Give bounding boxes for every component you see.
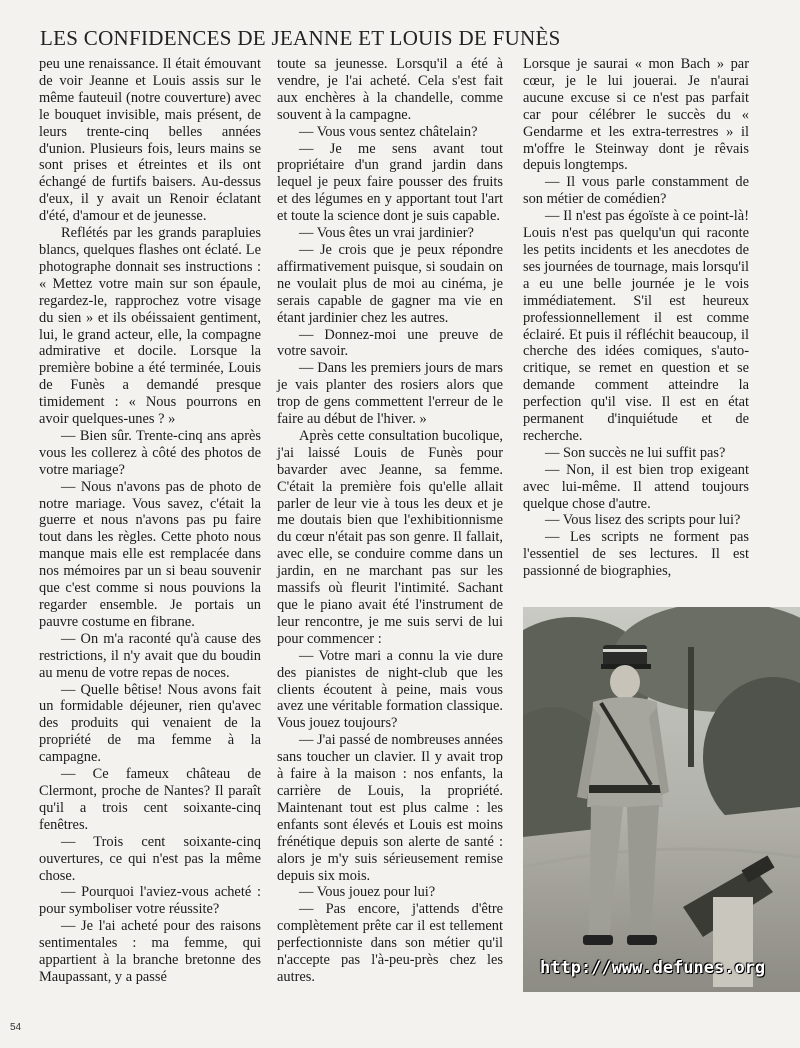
article-column-3 (523, 56, 749, 580)
paragraph: — Dans les premiers jours de mars je vais planter des rosiers alors que trop de gens commettent l'erreur de le faire au début de l'hiver. » (277, 360, 503, 428)
paragraph: — Non, il est bien trop exigeant avec lui-même. Il attend toujours quelque chose d'autre. (523, 461, 749, 512)
paragraph: — Vous jouez pour lui? (299, 884, 436, 901)
paragraph: toute sa jeunesse. Lorsqu'il a été à vendre, je l'ai acheté. Cela s'est fait aux enchères à la chandelle, comme souvent à la campagne. (277, 56, 503, 123)
paragraph: Après cette consultation bucolique, j'ai laissé Louis de Funès pour bavarder avec Jeanne, sa femme. C'était la première fois qu'elle allait parler de leur vie à tous les deux et je me doutais bien que l'exhibitionnisme du cœur n'était pas son genre. Il fallait, avec elle, se conduire comme dans un jardin, en ne marchant pas sur les massifs où fleurit l'intimité. Sachant que le piano avait été l'instrument de leur rencontre, je me suis servi de lui pour commencer : (277, 427, 503, 647)
paragraph: — Pourquoi l'aviez-vous acheté : pour symboliser votre réussite? (39, 884, 261, 918)
article-column-2 (277, 56, 503, 986)
watermark: http://www.defunes.org (540, 958, 766, 978)
paragraph: — Trois cent soixante-cinq ouvertures, ce qui n'est pas la même chose. (39, 833, 261, 884)
page-header: LES CONFIDENCES DE JEANNE ET LOUIS DE FUNÈS (40, 26, 561, 50)
paragraph: — Son succès ne lui suffit pas? (545, 444, 726, 461)
paragraph: — Vous êtes un vrai jardinier? (299, 225, 474, 242)
article-column-1 (39, 56, 261, 986)
paragraph: Reflétés par les grands parapluies blancs, quelques flashes ont éclaté. Le photographe donnait ses instructions : « Mettez votre main sur son épaule, regardez-le, rapprochez votre visage du sien » et ils obéissaient gentiment, lui, le grand acteur, elle, la compagne admirative et docile. Lorsque la première bobine a été terminée, Louis de Funès a demandé presque timidement : « Nous pourrons en avoir quelques-unes ? » (39, 225, 261, 428)
paragraph: — On m'a raconté qu'à cause des restrictions, il n'y avait que du boudin au menu de votre repas de noces. (39, 630, 261, 681)
paragraph: — Quelle bêtise! Nous avons fait un formidable déjeuner, rien qu'avec des produits qui venaient de la propriété de ma femme à la campagne. (39, 681, 261, 766)
gendarme-photo (523, 607, 800, 992)
paragraph: Lorsque je saurai « mon Bach » par cœur, je le lui jouerai. Je n'aurai aucune excuse si ce n'est pas parfait car pour célébrer le succès du « Gendarme et les extra-terrestres » il m'offre le Steinway dont je rêvais depuis longtemps. (523, 56, 749, 174)
paragraph: — Ce fameux château de Clermont, proche de Nantes? Il paraît qu'il a trois cent soixante-cinq fenêtres. (39, 766, 261, 833)
paragraph: — Les scripts ne forment pas l'essentiel de ses lectures. Il est passionné de biographies, (523, 529, 749, 580)
paragraph: — J'ai passé de nombreuses années sans toucher un clavier. Il y avait trop à faire à la maison : nos enfants, la carrière de Louis, la propriété. Maintenant tout est plus calme : les enfants sont élevés et Louis est moins frénétique depuis son alerte de santé : alors je m'y suis sérieusement remise depuis six mois. (277, 732, 503, 884)
paragraph: — Il vous parle constamment de son métier de comédien? (523, 174, 749, 208)
paragraph: — Je crois que je peux répondre affirmativement puisque, si soudain on ne voulait plus de moi au cinéma, je serais capable de gagner ma vie en étant jardinier chez les autres. (277, 241, 503, 326)
paragraph: peu une renaissance. Il était émouvant de voir Jeanne et Louis assis sur le même fauteuil (notre couverture) avec le bouquet invisible, mais présent, de leurs trente-cinq belles années d'union. Plusieurs fois, leurs mains se sont prises et étreintes et ils ont échangé de furtifs baisers. Au-dessus d'eux, il y avait un Renoir éclatant d'été, d'amour et de jeunesse. (39, 56, 261, 225)
paragraph: — Bien sûr. Trente-cinq ans après vous les collerez à côté des photos de votre mariage? (39, 427, 261, 478)
paragraph: — Je me sens avant tout propriétaire d'un grand jardin dans lequel je peux faire pousser des fruits et des légumes en y apportant tout l'art et toute la science dont je suis capable. (277, 140, 503, 225)
paragraph: — Il n'est pas égoïste à ce point-là! Louis n'est pas quelqu'un qui raconte les petits incidents et les anecdotes de ses journées de tournage, mais lorsqu'il a eu une belle journée je le vois immédiatement. S'il est heureux professionnellement il est comme éclairé. Et puis il réfléchit beaucoup, il cherche des idées comiques, s'auto-critique, se remet en question et se demande comment atteindre la perfection qu'il vise. Il est en état permanent d'inquiétude et de recherche. (523, 208, 749, 444)
paragraph: — Donnez-moi une preuve de votre savoir. (277, 326, 503, 360)
paragraph: — Je l'ai acheté pour des raisons sentimentales : ma femme, qui appartient à la branche bretonne des Maupassant, y a passé (39, 918, 261, 985)
paragraph: — Votre mari a connu la vie dure des pianistes de night-club que les clients écoutent à peine, mais vous avez une véritable formation classique. Vous jouez toujours? (277, 647, 503, 732)
gendarme-photo-illustration (523, 607, 800, 992)
paragraph: — Vous vous sentez châtelain? (299, 123, 478, 140)
paragraph: — Nous n'avons pas de photo de notre mariage. Vous savez, c'était la guerre et nous n'avons pas pu faire tout dans les règles. Cette photo nous manque mais elle est remplacée dans nos mémoires par un si beau souvenir que c'est comme si nous pouvions la regarder ensemble. Je portais un pauvre costume en fibrane. (39, 478, 261, 630)
paragraph: — Pas encore, j'attends d'être complètement prête car il est tellement perfectionniste dans son métier qu'il n'accepte pas l'à-peu-près chez les autres. (277, 901, 503, 985)
paragraph: — Vous lisez des scripts pour lui? (545, 512, 741, 529)
page-number: 54 (10, 1022, 22, 1033)
